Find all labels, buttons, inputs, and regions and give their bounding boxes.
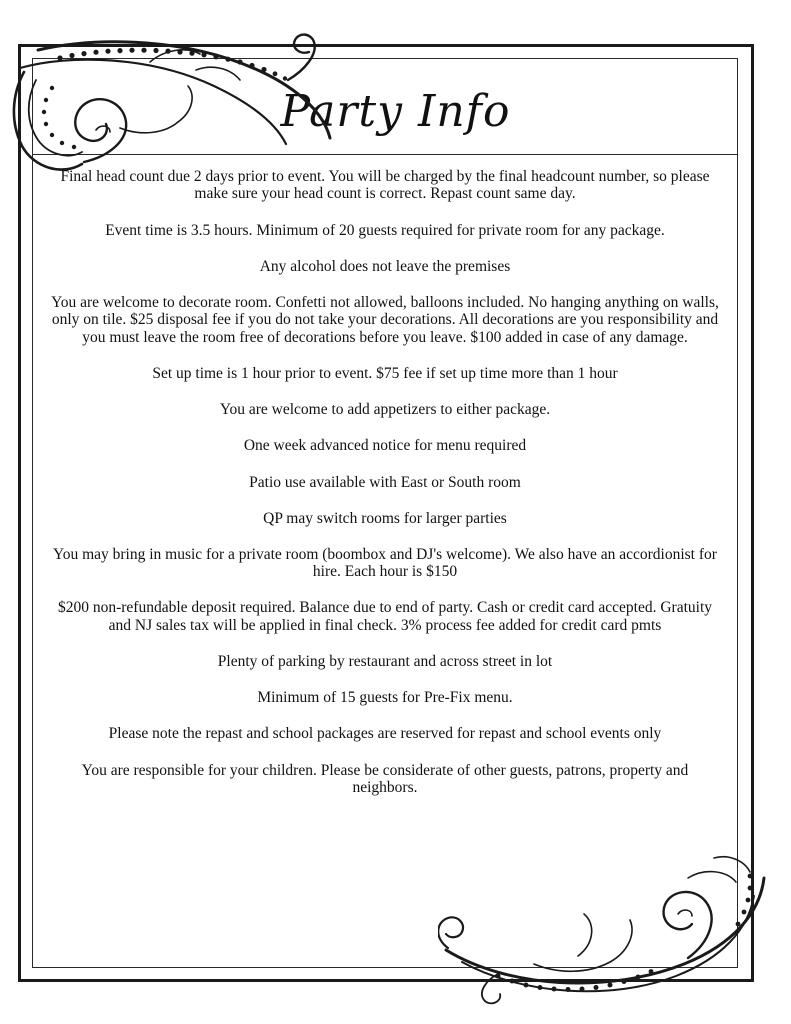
paragraph: Please note the repast and school packages are reserved for repast and school events only — [108, 725, 662, 743]
paragraph: Any alcohol does not leave the premises — [259, 258, 511, 276]
page-title: Party Info — [280, 86, 511, 137]
paragraph: Set up time is 1 hour prior to event. $75 fee if set up time more than 1 hour — [152, 364, 618, 382]
paragraph: You are welcome to decorate room. Confetti not allowed, balloons included. No hanging anything on walls, only on tile. $25 disposal fee if you do not take your decorations. All decorations are you responsibility and you must leave the room free of decorations before you leave. $100 added in case of any damage. — [51, 294, 719, 346]
paragraph: Minimum of 15 guests for Pre-Fix menu. — [257, 688, 513, 706]
paragraph: You are responsible for your children. Please be considerate of other guests, patrons, property and neighbors. — [81, 761, 689, 796]
paragraph: You may bring in music for a private room (boombox and DJ's welcome). We also have an accordionist for hire. Each hour is $150 — [53, 546, 717, 581]
paragraph: Event time is 3.5 hours. Minimum of 20 guests required for private room for any package. — [105, 221, 665, 239]
paragraph: One week advanced notice for menu required — [243, 437, 527, 455]
document-body — [48, 168, 722, 796]
paragraph: Final head count due 2 days prior to event. You will be charged by the final headcount number, so please make sure your head count is correct. Repast count same day. — [60, 168, 710, 203]
paragraph: $200 non-refundable deposit required. Balance due to end of party. Cash or credit card accepted. Gratuity and NJ sales tax will be applied in final check. 3% process fee added for credit card pmts — [57, 599, 713, 634]
paragraph: Plenty of parking by restaurant and across street in lot — [217, 652, 553, 670]
paragraph: QP may switch rooms for larger parties — [263, 510, 507, 528]
paragraph: You are welcome to add appetizers to either package. — [219, 400, 551, 418]
title-divider — [32, 154, 738, 155]
paragraph: Patio use available with East or South room — [249, 473, 521, 491]
